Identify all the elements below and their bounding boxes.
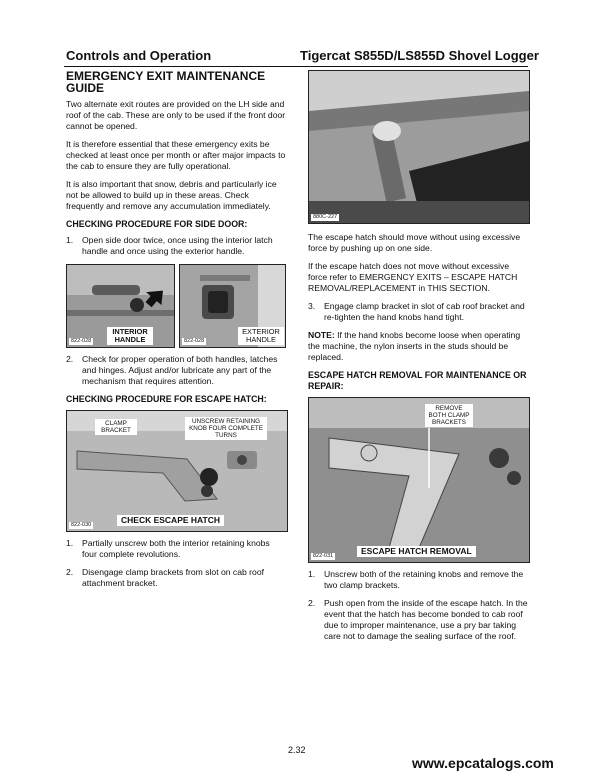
figure-label: EXTERIOR HANDLE xyxy=(238,327,284,345)
side-door-heading: CHECKING PROCEDURE FOR SIDE DOOR: xyxy=(66,219,248,229)
list-item xyxy=(66,538,286,560)
removal-heading: ESCAPE HATCH REMOVAL FOR MAINTENANCE OR REPAIR: xyxy=(308,370,527,391)
step-number: 3. xyxy=(308,301,316,311)
step-number: 1. xyxy=(66,235,74,245)
paragraph: Two alternate exit routes are provided on the LH side and roof of the cab. These are only to be used if the front door cannot be opened. xyxy=(66,99,286,131)
unscrew-knob-callout: UNSCREW RETAINING KNOB FOUR COMPLETE TURNS xyxy=(185,417,267,440)
exterior-handle-figure xyxy=(179,264,286,348)
figure-caption-bar: CHECK ESCAPE HATCH xyxy=(117,515,224,526)
figure-id: 822-030 xyxy=(71,522,92,528)
escape-hatch-heading: CHECKING PROCEDURE FOR ESCAPE HATCH: xyxy=(66,394,267,404)
figure-id: 822-031 xyxy=(313,553,334,559)
note-paragraph xyxy=(308,330,530,363)
step-text: Push open from the inside of the escape hatch. In the event that the hatch has become bonded to cab roof due to improper maintenance, use a pry bar taking care not to damage the sealing surface of the roof. xyxy=(324,598,528,641)
list-item xyxy=(66,354,286,387)
note-label: NOTE: xyxy=(308,330,335,340)
paragraph: If the escape hatch does not move without excessive force refer to EMERGENCY EXITS – ESCAPE HATCH REMOVAL/REPLACEMENT in THIS SECTION. xyxy=(308,261,518,293)
step-number: 2. xyxy=(66,354,74,364)
right-column xyxy=(308,70,530,649)
side-door-figures xyxy=(66,264,286,348)
header-machine-title: Tigercat S855D/LS855D Shovel Logger xyxy=(300,48,539,63)
figure-id: 822-028 xyxy=(71,338,92,344)
push-hatch-photo xyxy=(309,71,529,223)
list-item xyxy=(66,235,286,257)
push-hatch-figure xyxy=(308,70,530,224)
left-column xyxy=(66,70,286,596)
page-number: 2.32 xyxy=(288,745,306,755)
escape-hatch-removal-photo xyxy=(309,398,529,562)
step-text: Partially unscrew both the interior retaining knobs four complete revolutions. xyxy=(82,538,270,559)
figure-id: 822-028 xyxy=(183,338,205,344)
interior-handle-figure xyxy=(66,264,175,348)
note-text: If the hand knobs become loose when operating the machine, the nylon inserts in the studs should be replaced. xyxy=(308,330,521,362)
step-text: Unscrew both of the retaining knobs and remove the two clamp brackets. xyxy=(324,569,524,590)
header-rule xyxy=(64,66,528,67)
step-number: 2. xyxy=(66,567,74,577)
header-section-title: Controls and Operation xyxy=(66,48,212,63)
figure-id: 880C-227 xyxy=(313,214,338,220)
clamp-bracket-callout: CLAMP BRACKET xyxy=(95,419,137,435)
step-text: Open side door twice, once using the interior latch handle and once using the exterior handle. xyxy=(82,235,273,256)
step-number: 1. xyxy=(66,538,74,548)
figure-caption-bar: ESCAPE HATCH REMOVAL xyxy=(357,546,476,557)
list-item xyxy=(308,569,530,591)
list-item xyxy=(66,567,286,589)
escape-hatch-removal-figure xyxy=(308,397,530,563)
paragraph: It is also important that snow, debris and particularly ice not be allowed to build up in these areas. Check frequently and remove any accumulation immediately. xyxy=(66,179,277,211)
step-text: Engage clamp bracket in slot of cab roof bracket and re-tighten the hand knobs hand tight. xyxy=(324,301,525,322)
paragraph: It is therefore essential that these emergency exits be checked at least once per month or after major impacts to the cab to ensure they are fully operational. xyxy=(66,139,286,171)
list-item xyxy=(308,301,530,323)
step-number: 1. xyxy=(308,569,316,579)
watermark: www.epcatalogs.com xyxy=(412,755,554,771)
figure-label: INTERIOR HANDLE xyxy=(107,327,153,345)
page-title: EMERGENCY EXIT MAINTENANCE GUIDE xyxy=(66,69,266,95)
list-item xyxy=(308,598,530,642)
step-text: Check for proper operation of both handles, latches and hinges. Adjust and/or lubricate any part of the mechanism that requires attention. xyxy=(82,354,278,386)
paragraph: The escape hatch should move without using excessive force by pushing up on one side. xyxy=(308,232,521,253)
check-escape-hatch-figure xyxy=(66,410,288,532)
remove-brackets-callout: REMOVE BOTH CLAMP BRACKETS xyxy=(425,404,473,427)
step-number: 2. xyxy=(308,598,316,608)
step-text: Disengage clamp brackets from slot on cab roof attachment bracket. xyxy=(82,567,264,588)
